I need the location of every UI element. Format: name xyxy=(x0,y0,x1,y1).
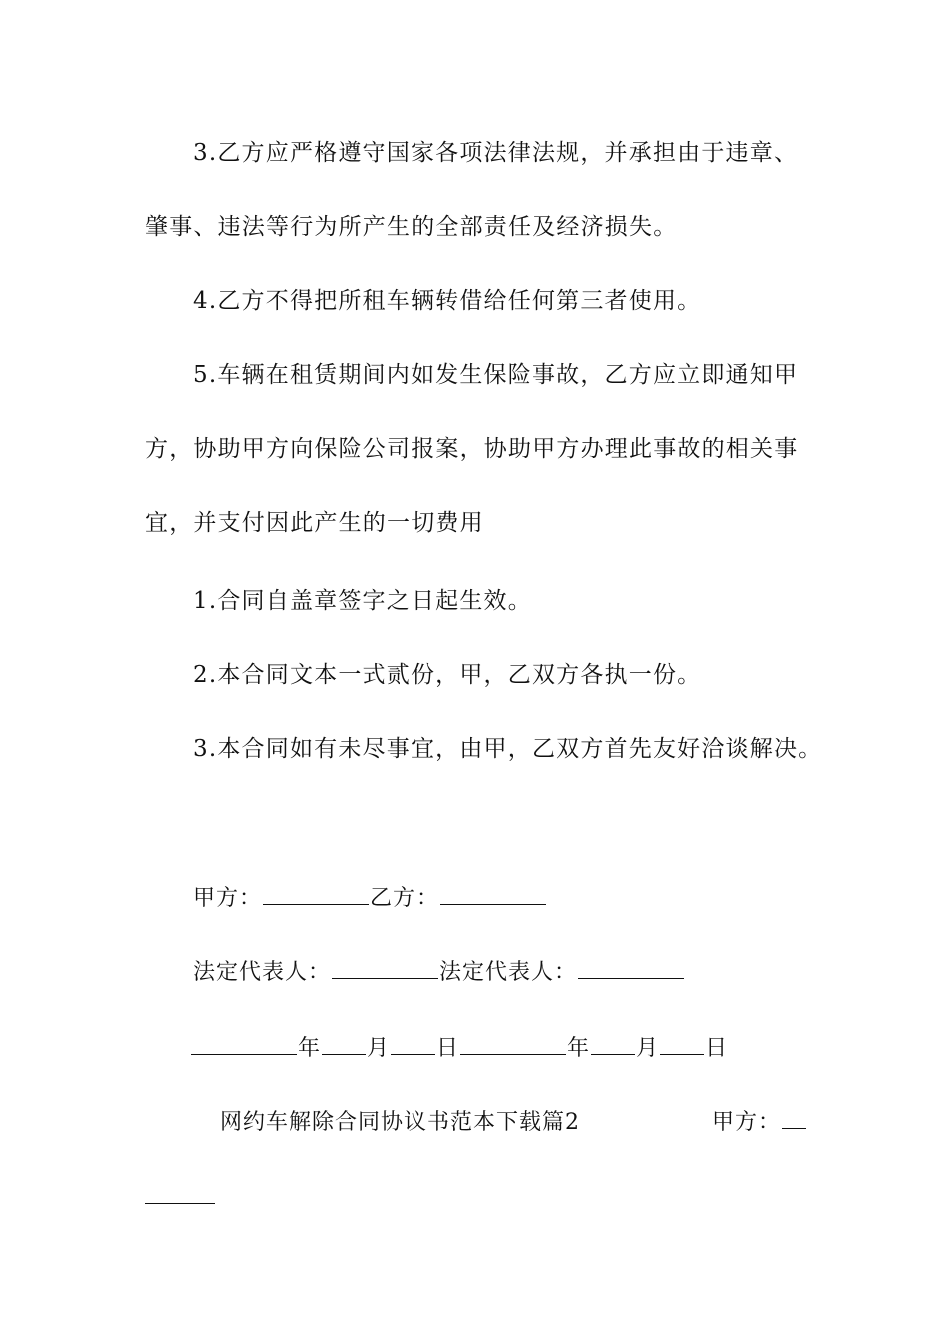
year-b-blank xyxy=(460,1034,566,1055)
party-signature-row xyxy=(193,884,547,914)
party-a-label: 甲方： xyxy=(193,886,263,911)
representative-row xyxy=(193,958,685,988)
section-2-party-a xyxy=(712,1108,807,1138)
day-b-blank xyxy=(660,1034,704,1055)
date-row xyxy=(190,1034,728,1064)
rep-a-blank xyxy=(332,958,438,979)
term-1: 1.合同自盖章签字之日起生效。 xyxy=(193,588,532,614)
clause-5-line-1: 5.车辆在租赁期间内如发生保险事故，乙方应立即通知甲 xyxy=(193,362,799,388)
day-a-blank xyxy=(391,1034,435,1055)
rep-a-label: 法定代表人： xyxy=(193,960,332,985)
section-2-party-a-blank xyxy=(782,1108,806,1129)
clause-3-line-2: 肇事、违法等行为所产生的全部责任及经济损失。 xyxy=(145,214,678,240)
rep-b-blank xyxy=(578,958,684,979)
year-a-label: 年 xyxy=(298,1036,322,1061)
clause-3-line-1: 3.乙方应严格遵守国家各项法律法规，并承担由于违章、 xyxy=(193,140,799,166)
party-a-blank xyxy=(263,884,369,905)
party-b-blank xyxy=(440,884,546,905)
term-3: 3.本合同如有未尽事宜，由甲，乙双方首先友好洽谈解决。 xyxy=(193,736,823,762)
rep-b-label: 法定代表人： xyxy=(439,960,578,985)
clause-5-line-3: 宜，并支付因此产生的一切费用 xyxy=(145,510,484,536)
day-b-label: 日 xyxy=(705,1036,729,1061)
day-a-label: 日 xyxy=(436,1036,460,1061)
month-a-blank xyxy=(322,1034,366,1055)
year-a-blank xyxy=(191,1034,297,1055)
month-a-label: 月 xyxy=(367,1036,391,1061)
section-2-party-a-label: 甲方： xyxy=(712,1110,782,1135)
section-2-heading: 网约车解除合同协议书范本下载篇2 xyxy=(220,1110,580,1135)
term-2: 2.本合同文本一式贰份，甲，乙双方各执一份。 xyxy=(193,662,702,688)
year-b-label: 年 xyxy=(567,1036,591,1061)
section-2-party-a-blank-continued xyxy=(145,1203,215,1204)
month-b-label: 月 xyxy=(636,1036,660,1061)
clause-5-line-2: 方，协助甲方向保险公司报案，协助甲方办理此事故的相关事 xyxy=(145,436,799,462)
clause-4: 4.乙方不得把所租车辆转借给任何第三者使用。 xyxy=(193,288,702,314)
month-b-blank xyxy=(591,1034,635,1055)
party-b-label: 乙方： xyxy=(370,886,440,911)
